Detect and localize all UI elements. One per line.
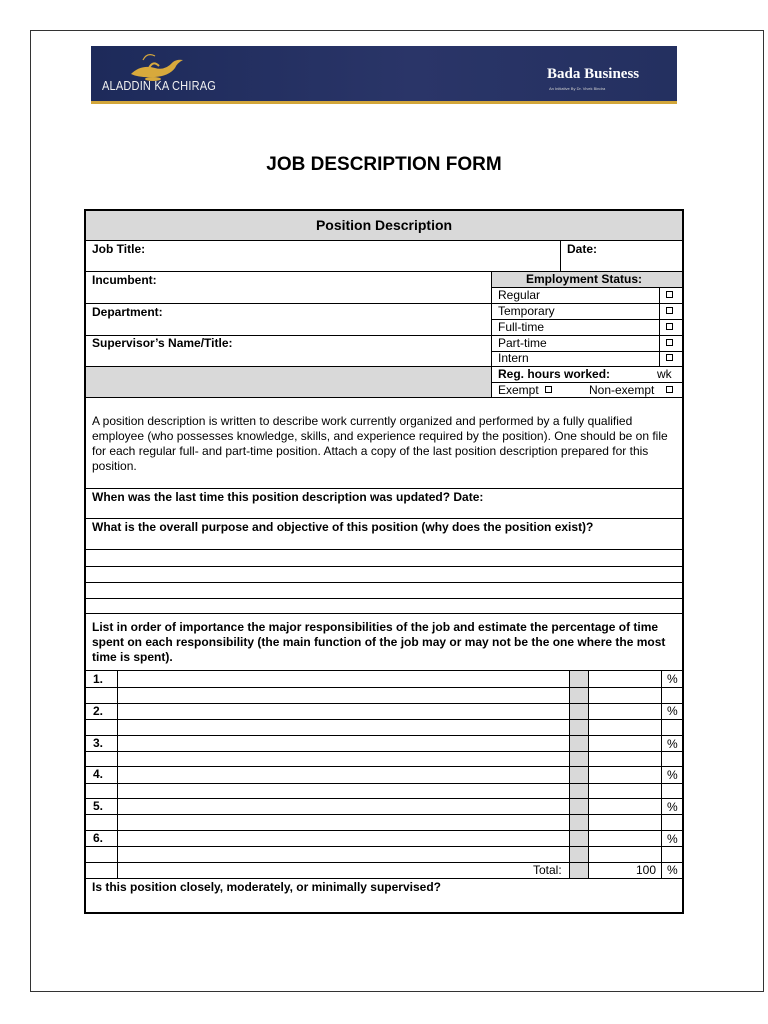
department-label: Department:	[92, 305, 163, 319]
department-field[interactable]	[176, 304, 486, 334]
total-label: Total:	[533, 863, 562, 877]
bada-business-logo-text: Bada Business	[547, 66, 640, 82]
percentage-field-2[interactable]	[590, 704, 660, 719]
intern-checkbox[interactable]	[666, 354, 673, 361]
incumbent-label: Incumbent:	[92, 273, 157, 287]
reg-hours-unit: wk	[657, 367, 672, 381]
status-option-label: Temporary	[498, 304, 555, 318]
full-time-checkbox[interactable]	[666, 323, 673, 330]
header-banner	[91, 46, 677, 104]
responsibility-number: 5.	[93, 799, 104, 813]
purpose-answer-line-4[interactable]	[86, 599, 682, 614]
purpose-question: What is the overall purpose and objective of this position (why does the position exist)?	[92, 520, 594, 534]
total-value: 100	[636, 863, 657, 877]
non-exempt-checkbox[interactable]	[666, 386, 673, 393]
status-option-label: Regular	[498, 288, 541, 302]
incumbent-field[interactable]	[166, 272, 486, 302]
supervision-question: Is this position closely, moderately, or minimally supervised?	[92, 880, 441, 894]
responsibility-number: 2.	[93, 704, 104, 718]
percent-sign: %	[667, 704, 678, 718]
percent-sign: %	[667, 832, 678, 846]
percent-sign: %	[667, 800, 678, 814]
status-option-label: Part-time	[498, 336, 547, 350]
last-updated-date-field[interactable]	[506, 489, 676, 517]
status-option-label: Intern	[498, 351, 529, 365]
job-title-label: Job Title:	[92, 242, 146, 256]
purpose-answer-line-3[interactable]	[86, 583, 682, 598]
purpose-answer-line-1[interactable]	[86, 550, 682, 565]
percent-sign: %	[667, 768, 678, 782]
exempt-checkbox[interactable]	[545, 386, 552, 393]
responsibility-number: 6.	[93, 831, 104, 845]
bada-business-tagline: An Initiative By Dr. Vivek Bindra	[549, 86, 606, 91]
responsibility-number: 3.	[93, 736, 104, 750]
gray-spacer-cell	[86, 367, 491, 397]
supervisor-label: Supervisor’s Name/Title:	[92, 336, 233, 350]
job-title-field[interactable]	[236, 241, 556, 270]
supervisor-field[interactable]	[251, 335, 486, 365]
form-header: Position Description	[315, 217, 453, 233]
percentage-field-6[interactable]	[590, 831, 660, 846]
exempt-label: Exempt	[498, 383, 539, 397]
percentage-field-1[interactable]	[590, 671, 660, 686]
reg-hours-label: Reg. hours worked:	[498, 367, 611, 381]
percent-sign: %	[667, 863, 678, 877]
percentage-field-3[interactable]	[590, 736, 660, 751]
intro-paragraph: A position description is written to describe work currently organized and performed by a fully qualified employee (who possesses knowledge, skills, and experience required by the position). One should be on file for each regular full- and part-time position. Attach a copy of the last position description prepared for this position.	[92, 414, 668, 473]
date-label: Date:	[567, 242, 598, 256]
non-exempt-label: Non-exempt	[589, 383, 655, 397]
supervision-answer-field[interactable]	[86, 895, 682, 912]
responsibility-number: 1.	[93, 672, 104, 686]
purpose-answer-line-2[interactable]	[86, 567, 682, 582]
percentage-field-5[interactable]	[590, 799, 660, 814]
responsibilities-question: List in order of importance the major responsibilities of the job and estimate the percentage of time spent on each responsibility (the main function of the job may or may not be the one where the most time is spent).	[92, 620, 666, 664]
page-title: JOB DESCRIPTION FORM	[266, 154, 502, 175]
status-option-label: Full-time	[498, 320, 545, 334]
employment-status-heading: Employment Status:	[526, 272, 643, 286]
job-description-form	[84, 209, 684, 914]
regular-checkbox[interactable]	[666, 291, 673, 298]
aladdin-ka-chirag-logo-text: ALADDIN KA CHIRAG	[102, 78, 217, 93]
percent-sign: %	[667, 672, 678, 686]
percent-sign: %	[667, 737, 678, 751]
last-updated-question: When was the last time this position description was updated? Date:	[92, 490, 484, 504]
responsibility-number: 4.	[93, 767, 104, 781]
percentage-field-4[interactable]	[590, 767, 660, 782]
date-field[interactable]	[601, 241, 679, 270]
temporary-checkbox[interactable]	[666, 307, 673, 314]
part-time-checkbox[interactable]	[666, 339, 673, 346]
reg-hours-field[interactable]	[616, 367, 654, 381]
